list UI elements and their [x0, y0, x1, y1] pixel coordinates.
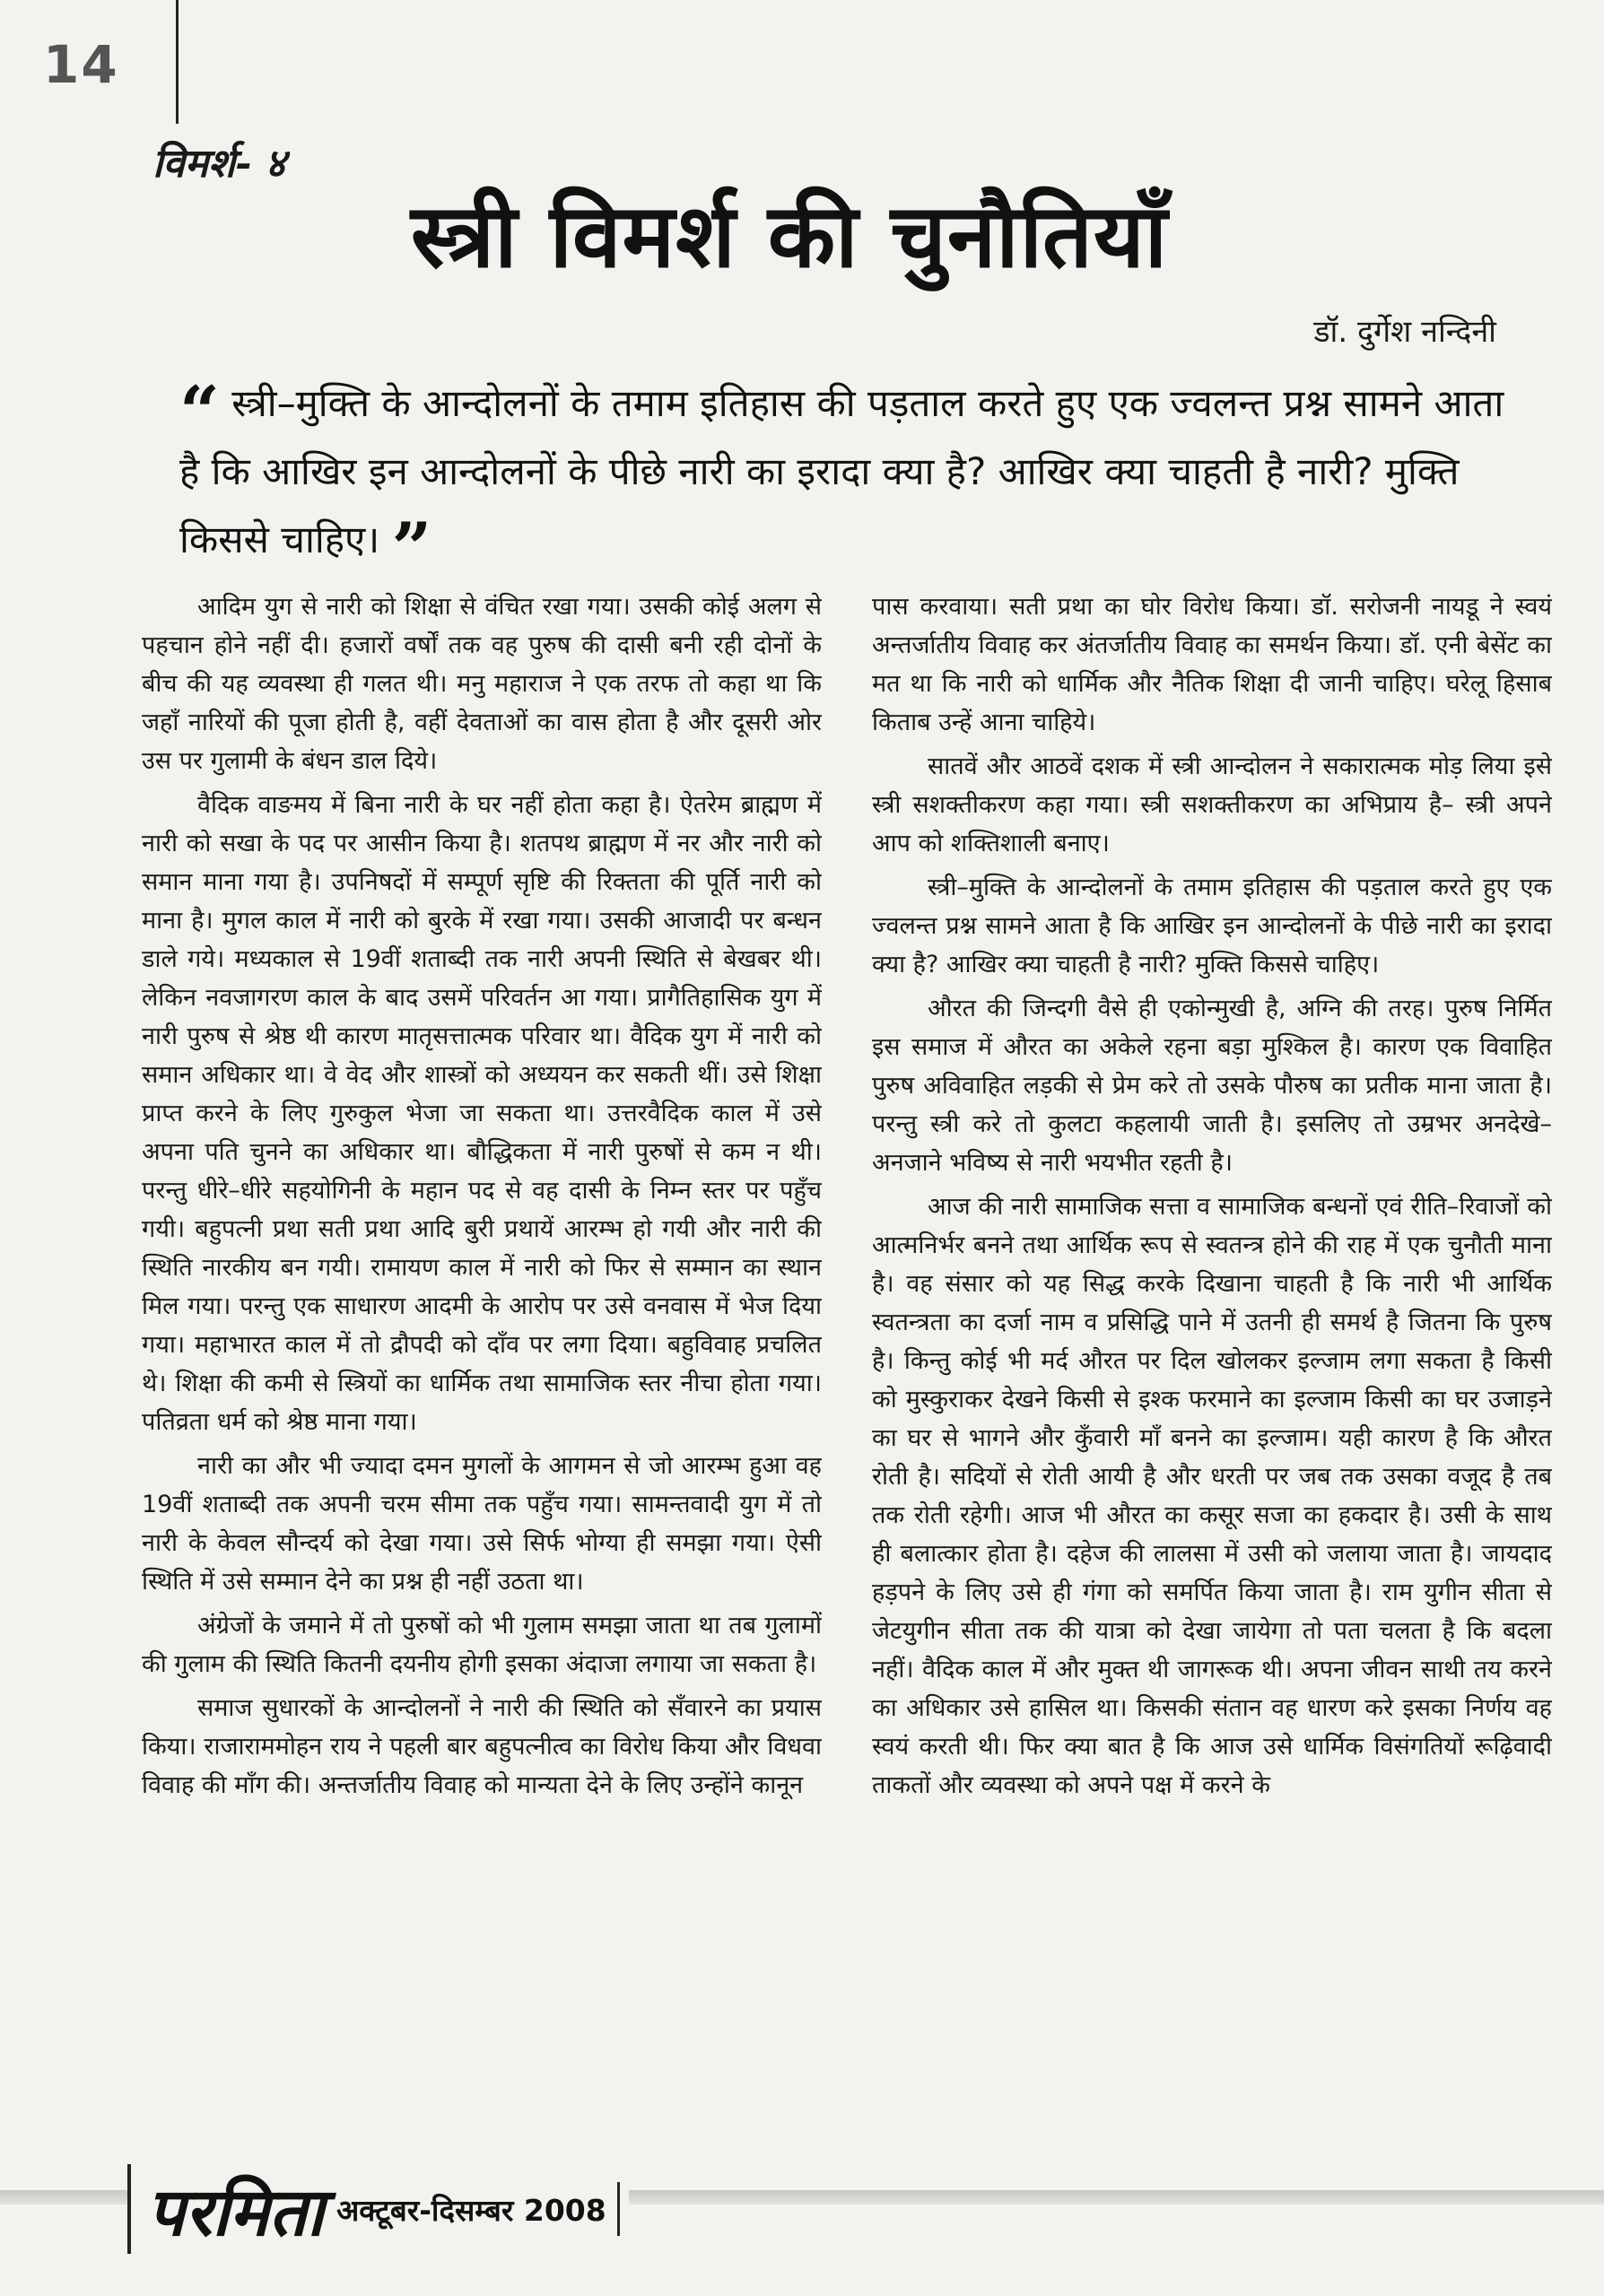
- pull-quote: [179, 370, 1507, 589]
- article-body: [142, 587, 1552, 2135]
- column-left: [142, 587, 822, 2135]
- paragraph-continued: पास करवाया। सती प्रथा का घोर विरोध किया। डॉ. सरोजनी नायडू ने स्वयं अन्तर्जातीय विवाह कर अंतर्जातीय विवाह का समर्थन किया। डॉ. एनी बेसेंट का मत था कि नारी को धार्मिक और नैतिक शिक्षा दी जानी चाहिए। घरेलू हिसाब किताब उन्हें आना चाहिये।: [872, 593, 1552, 736]
- column-right: [872, 587, 1552, 2135]
- top-vertical-rule: [176, 0, 179, 124]
- footer-bar-left: [127, 2164, 131, 2254]
- pull-quote-text: स्त्री–मुक्ति के आन्दोलनों के तमाम इतिहास की पड़ताल करते हुए एक ज्वलन्त प्रश्न सामने आता है कि आखिर इन आन्दोलनों के पीछे नारी का इरादा क्या है? आखिर क्या चाहती है नारी? मुक्ति किससे चाहिए।: [179, 381, 1504, 561]
- page-number: 14: [43, 34, 119, 95]
- paragraph: आज की नारी सामाजिक सत्ता व सामाजिक बन्धनों एवं रीति–रिवाजों को आत्मनिर्भर बनने तथा आर्थिक रूप से स्वतन्त्र होने की राह में एक चुनौती माना है। वह संसार को यह सिद्ध करके दिखाना चाहती है कि नारी भी आर्थिक स्वतन्त्रता का दर्जा नाम व प्रसिद्धि पाने में उतनी ही समर्थ है जितना कि पुरुष है। किन्तु कोई भी मर्द औरत पर दिल खोलकर इल्जाम लगा सकता है किसी को मुस्कुराकर देखने किसी से इश्क फरमाने का इल्जाम किसी का घर उजाड़ने का घर से भागने और कुँवारी माँ बनने का इल्जाम। यही कारण है कि औरत रोती है। सदियों से रोती आयी है और धरती पर जब तक उसका वजूद है तब तक रोती रहेगी। आज भी औरत का कसूर सजा का हकदार है। उसी के साथ ही बलात्कार होता है। दहेज की लालसा में उसी को जलाया जाता है। जायदाद हड़पने के लिए उसे ही गंगा को समर्पित किया जाता है। राम युगीन सीता से जेटयुगीन सीता तक की यात्रा को देखा जायेगा तो पता चलता है कि बदला नहीं। वैदिक काल में और मुक्त थी जागरूक थी। अपना जीवन साथी तय करने का अधिकार उसे हासिल था। किसकी संतान वह धारण करे इसका निर्णय वह स्वयं करती थी। फिर क्या बात है कि आज उसे धार्मिक विसंगतियों रूढ़िवादी ताकतों और व्यवस्था को अपने पक्ष में करने के: [872, 1193, 1552, 1799]
- section-tag: विमर्श- ४: [153, 141, 286, 187]
- issue-date: अक्टूबर-दिसम्बर 2008: [336, 2192, 606, 2228]
- paragraph: आदिम युग से नारी को शिक्षा से वंचित रखा गया। उसकी कोई अलग से पहचान होने नहीं दी। हजारों वर्षों तक वह पुरुष की दासी बनी रही दोनों के बीच की यह व्यवस्था ही गलत थी। मनु महाराज ने एक तरफ तो कहा था कि जहाँ नारियों की पूजा होती है, वहीं देवताओं का वास होता है और दूसरी ओर उस पर गुलामी के बंधन डाल दिये।: [142, 593, 822, 775]
- close-quote-mark: ”: [391, 508, 432, 589]
- paragraph: सातवें और आठवें दशक में स्त्री आन्दोलन ने सकारात्मक मोड़ लिया इसे स्त्री सशक्तीकरण कहा गया। स्त्री सशक्तीकरण का अभिप्राय है– स्त्री अपने आप को शक्तिशाली बनाए।: [872, 752, 1552, 857]
- magazine-name: परमिता: [147, 2173, 325, 2251]
- footer: [127, 2160, 629, 2258]
- paragraph: स्त्री–मुक्ति के आन्दोलनों के तमाम इतिहास की पड़ताल करते हुए एक ज्वलन्त प्रश्न सामने आता है कि आखिर इन आन्दोलनों के पीछे नारी का इरादा क्या है? आखिर क्या चाहती है नारी? मुक्ति किससे चाहिए।: [872, 874, 1552, 978]
- footer-bar-right: [617, 2182, 620, 2236]
- paragraph: समाज सुधारकों के आन्दोलनों ने नारी की स्थिति को सँवारने का प्रयास किया। राजाराममोहन राय ने पहली बार बहुपत्नीत्व का विरोध किया और विधवा विवाह की माँग की। अन्तर्जातीय विवाह को मान्यता देने के लिए उन्होंने कानून: [142, 1694, 822, 1799]
- article-author: डॉ. दुर्गेश नन्दिनी: [1313, 314, 1496, 350]
- paragraph: औरत की जिन्दगी वैसे ही एकोन्मुखी है, अग्नि की तरह। पुरुष निर्मित इस समाज में औरत का अकेले रहना बड़ा मुश्किल है। कारण एक विवाहित पुरुष अविवाहित लड़की से प्रेम करे तो उसके पौरुष का प्रतीक माना जाता है। परन्तु स्त्री करे तो कुलटा कहलायी जाती है। इसलिए तो उम्रभर अनदेखे–अनजाने भविष्य से नारी भयभीत रहती है।: [872, 995, 1552, 1177]
- article-title: स्त्री विमर्श की चुनौतियाँ: [410, 186, 1169, 288]
- paragraph: अंग्रेजों के जमाने में तो पुरुषों को भी गुलाम समझा जाता था तब गुलामों की गुलाम की स्थिति कितनी दयनीय होगी इसका अंदाजा लगाया जा सकता है।: [142, 1612, 822, 1678]
- paragraph: वैदिक वाङमय में बिना नारी के घर नहीं होता कहा है। ऐतरेम ब्राह्मण में नारी को सखा के पद पर आसीन किया है। शतपथ ब्राह्मण में नर और नारी को समान माना गया है। उपनिषदों में सम्पूर्ण सृष्टि की रिक्तता की पूर्ति नारी को माना है। मुगल काल में नारी को बुरके में रखा गया। उसकी आजादी पर बन्धन डाले गये। मध्यकाल से 19वीं शताब्दी तक नारी अपनी स्थिति से बेखबर थी। लेकिन नवजागरण काल के बाद उसमें परिवर्तन आ गया। प्रागैतिहासिक युग में नारी पुरुष से श्रेष्ठ थी कारण मातृसत्तात्मक परिवार था। वैदिक युग में नारी को समान अधिकार था। वे वेद और शास्त्रों को अध्ययन कर सकती थीं। उसे शिक्षा प्राप्त करने के लिए गुरुकुल भेजा जा सकता था। उत्तरवैदिक काल में उसे अपना पति चुनने का अधिकार था। बौद्धिकता में नारी पुरुषों से कम न थी। परन्तु धीरे–धीरे सहयोगिनी के महान पद से वह दासी के निम्न स्तर पर पहुँच गयी। बहुपत्नी प्रथा सती प्रथा आदि बुरी प्रथायें आरम्भ हो गयी और नारी की स्थिति नारकीय बन गयी। रामायण काल में नारी को फिर से सम्मान का स्थान मिल गया। परन्तु एक साधारण आदमी के आरोप पर उसे वनवास में भेज दिया गया। महाभारत काल में तो द्रौपदी को दाँव पर लगा दिया। बहुविवाह प्रचलित थे। शिक्षा की कमी से स्त्रियों का धार्मिक तथा सामाजिक स्तर नीचा होता गया। पतिव्रता धर्म को श्रेष्ठ माना गया।: [142, 791, 822, 1436]
- open-quote-mark: “: [179, 371, 220, 453]
- paragraph: नारी का और भी ज्यादा दमन मुगलों के आगमन से जो आरम्भ हुआ वह 19वीं शताब्दी तक अपनी चरम सीमा तक पहुँच गया। सामन्तवादी युग में तो नारी के केवल सौन्दर्य को देखा गया। उसे सिर्फ भोग्या ही समझा गया। ऐसी स्थिति में उसे सम्मान देने का प्रश्न ही नहीं उठता था।: [142, 1452, 822, 1596]
